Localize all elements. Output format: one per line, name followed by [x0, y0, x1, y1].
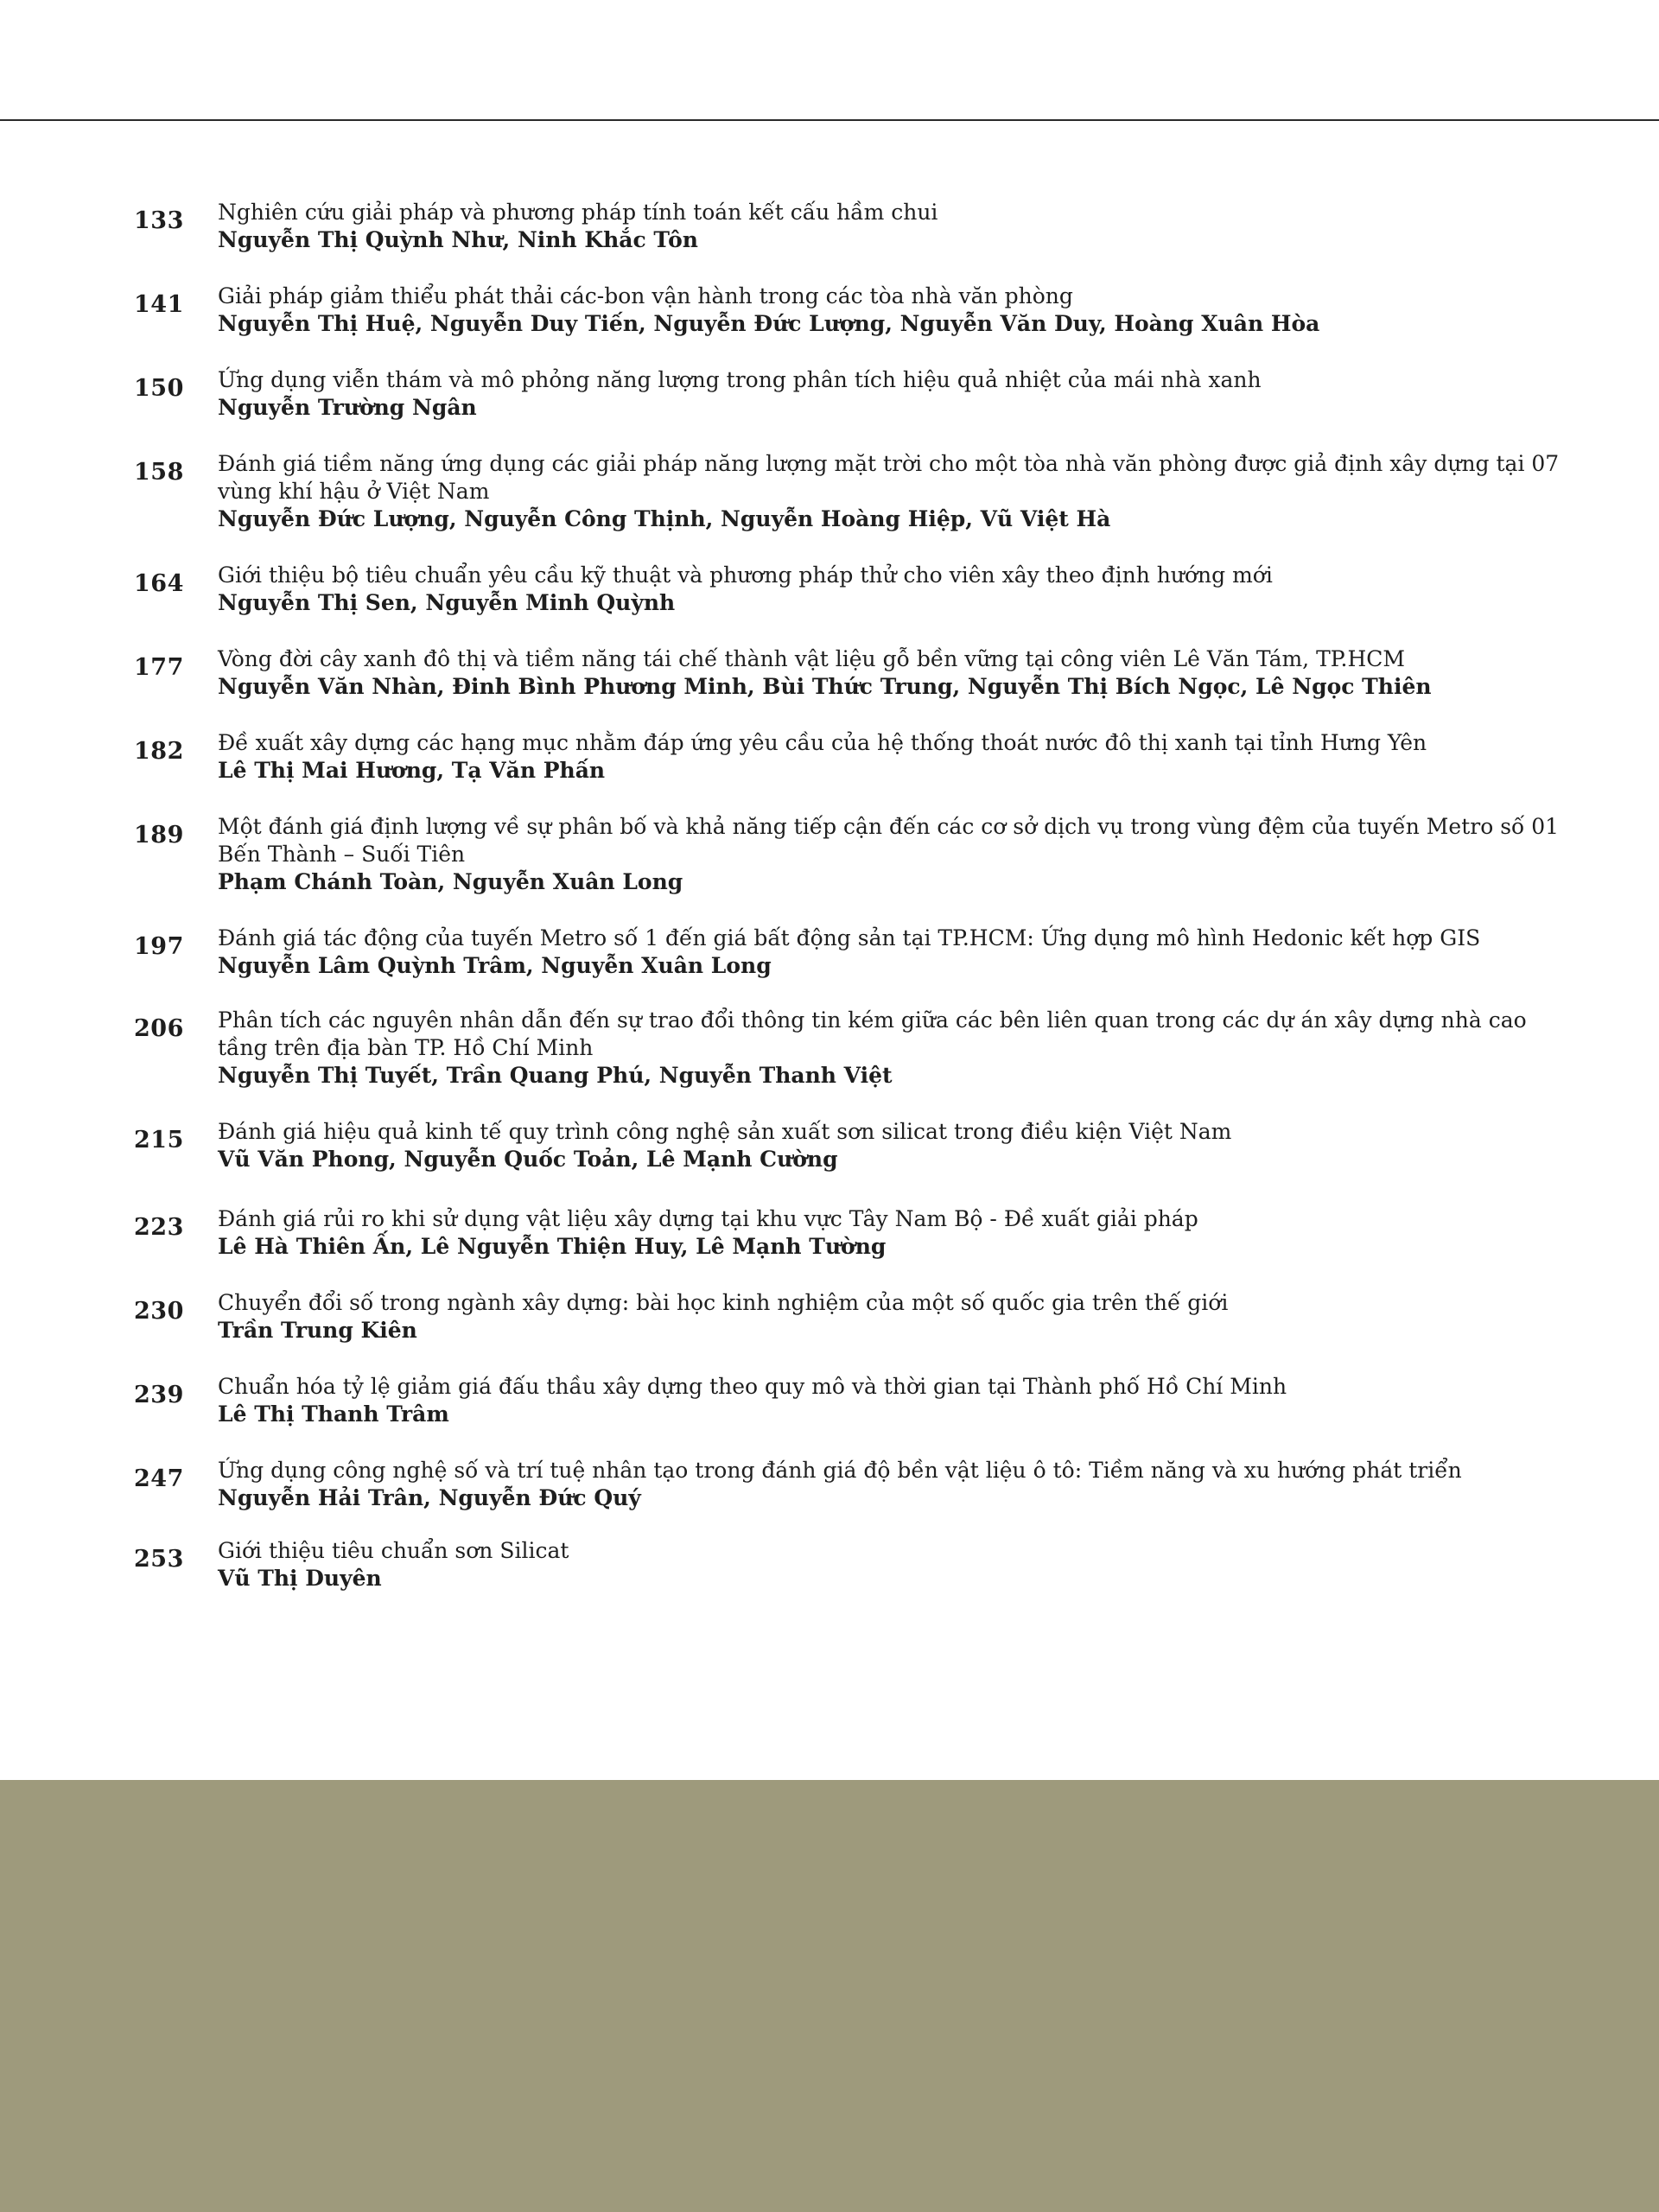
header-rule: [0, 119, 1659, 121]
entry-title: Phân tích các nguyên nhân dẫn đến sự trao đổi thông tin kém giữa các bên liên quan trong các dự án xây dựng nhà cao tầng trên địa bàn TP. Hồ Chí Minh: [218, 1007, 1527, 1060]
entry-title: Chuyển đổi số trong ngành xây dựng: bài học kinh nghiệm của một số quốc gia trên thế giới: [218, 1290, 1229, 1315]
entry-page-number: 141: [134, 291, 184, 318]
entry-authors: Lê Thị Thanh Trâm: [218, 1402, 449, 1427]
entry-page-number: 164: [134, 570, 184, 597]
entry-page-number: 253: [134, 1546, 184, 1573]
entry-page-number: 223: [134, 1214, 184, 1241]
entry-title: Giải pháp giảm thiểu phát thải các-bon vận hành trong các tòa nhà văn phòng: [218, 283, 1073, 308]
entry-title: Giới thiệu bộ tiêu chuẩn yêu cầu kỹ thuật và phương pháp thử cho viên xây theo định hướng mới: [218, 563, 1273, 588]
entry-authors: Lê Hà Thiên Ấn, Lê Nguyễn Thiện Huy, Lê Mạnh Tường: [218, 1234, 887, 1259]
entry-authors: Nguyễn Thị Sen, Nguyễn Minh Quỳnh: [218, 590, 676, 615]
entry-page-number: 150: [134, 375, 184, 402]
entry-authors: Nguyễn Văn Nhàn, Đinh Bình Phương Minh, Bùi Thức Trung, Nguyễn Thị Bích Ngọc, Lê Ngọc Thiên: [218, 674, 1432, 699]
entry-authors: Nguyễn Thị Quỳnh Như, Ninh Khắc Tôn: [218, 227, 698, 252]
entry-title: Giới thiệu tiêu chuẩn sơn Silicat: [218, 1538, 569, 1563]
entry-authors: Vũ Văn Phong, Nguyễn Quốc Toản, Lê Mạnh Cường: [218, 1147, 838, 1172]
entry-authors: Nguyễn Trường Ngân: [218, 395, 477, 420]
entry-authors: Nguyễn Lâm Quỳnh Trâm, Nguyễn Xuân Long: [218, 953, 772, 978]
entry-title: Nghiên cứu giải pháp và phương pháp tính toán kết cấu hầm chui: [218, 200, 938, 225]
entry-page-number: 197: [134, 933, 184, 960]
entry-page-number: 230: [134, 1298, 184, 1325]
entry-page-number: 133: [134, 207, 184, 234]
entry-page-number: 239: [134, 1382, 184, 1408]
entry-authors: Nguyễn Hải Trân, Nguyễn Đức Quý: [218, 1485, 641, 1510]
entry-page-number: 177: [134, 654, 184, 681]
entry-page-number: 206: [134, 1015, 184, 1042]
entry-title: Vòng đời cây xanh đô thị và tiềm năng tái chế thành vật liệu gỗ bền vững tại công viên Lê Văn Tám, TP.HCM: [218, 646, 1405, 671]
entry-page-number: 189: [134, 822, 184, 849]
footer-band: [0, 1780, 1659, 2212]
entry-page-number: 158: [134, 459, 184, 486]
entry-authors: Nguyễn Thị Tuyết, Trần Quang Phú, Nguyễn Thanh Việt: [218, 1063, 893, 1088]
entry-authors: Lê Thị Mai Hương, Tạ Văn Phấn: [218, 758, 606, 783]
entry-title: Chuẩn hóa tỷ lệ giảm giá đấu thầu xây dựng theo quy mô và thời gian tại Thành phố Hồ Chí Minh: [218, 1374, 1287, 1399]
entry-title: Đánh giá hiệu quả kinh tế quy trình công nghệ sản xuất sơn silicat trong điều kiện Việt Nam: [218, 1119, 1232, 1144]
entry-page-number: 182: [134, 738, 184, 765]
entry-title: Đề xuất xây dựng các hạng mục nhằm đáp ứng yêu cầu của hệ thống thoát nước đô thị xanh tại tỉnh Hưng Yên: [218, 730, 1427, 755]
entry-page-number: 247: [134, 1465, 184, 1492]
entry-title: Đánh giá tác động của tuyến Metro số 1 đến giá bất động sản tại TP.HCM: Ứng dụng mô hình Hedonic kết hợp GIS: [218, 925, 1481, 950]
entry-title: Ứng dụng công nghệ số và trí tuệ nhân tạo trong đánh giá độ bền vật liệu ô tô: Tiềm năng và xu hướng phát triển: [218, 1458, 1462, 1483]
entry-authors: Nguyễn Đức Lượng, Nguyễn Công Thịnh, Nguyễn Hoàng Hiệp, Vũ Việt Hà: [218, 506, 1111, 531]
entry-title: Đánh giá tiềm năng ứng dụng các giải pháp năng lượng mặt trời cho một tòa nhà văn phòng được giả định xây dựng tại 07 vùng khí hậu ở Việt Nam: [218, 451, 1560, 504]
entry-authors: Phạm Chánh Toàn, Nguyễn Xuân Long: [218, 869, 683, 894]
entry-title: Ứng dụng viễn thám và mô phỏng năng lượng trong phân tích hiệu quả nhiệt của mái nhà xanh: [218, 367, 1262, 392]
entry-title: Đánh giá rủi ro khi sử dụng vật liệu xây dựng tại khu vực Tây Nam Bộ - Đề xuất giải pháp: [218, 1206, 1198, 1231]
entry-title: Một đánh giá định lượng về sự phân bố và khả năng tiếp cận đến các cơ sở dịch vụ trong vùng đệm của tuyến Metro số 01 Bến Thành – Suối Tiên: [218, 814, 1560, 867]
entry-authors: Trần Trung Kiên: [218, 1318, 417, 1343]
entry-authors: Nguyễn Thị Huệ, Nguyễn Duy Tiến, Nguyễn Đức Lượng, Nguyễn Văn Duy, Hoàng Xuân Hòa: [218, 311, 1320, 336]
entry-authors: Vũ Thị Duyên: [218, 1566, 382, 1591]
entry-page-number: 215: [134, 1127, 184, 1154]
